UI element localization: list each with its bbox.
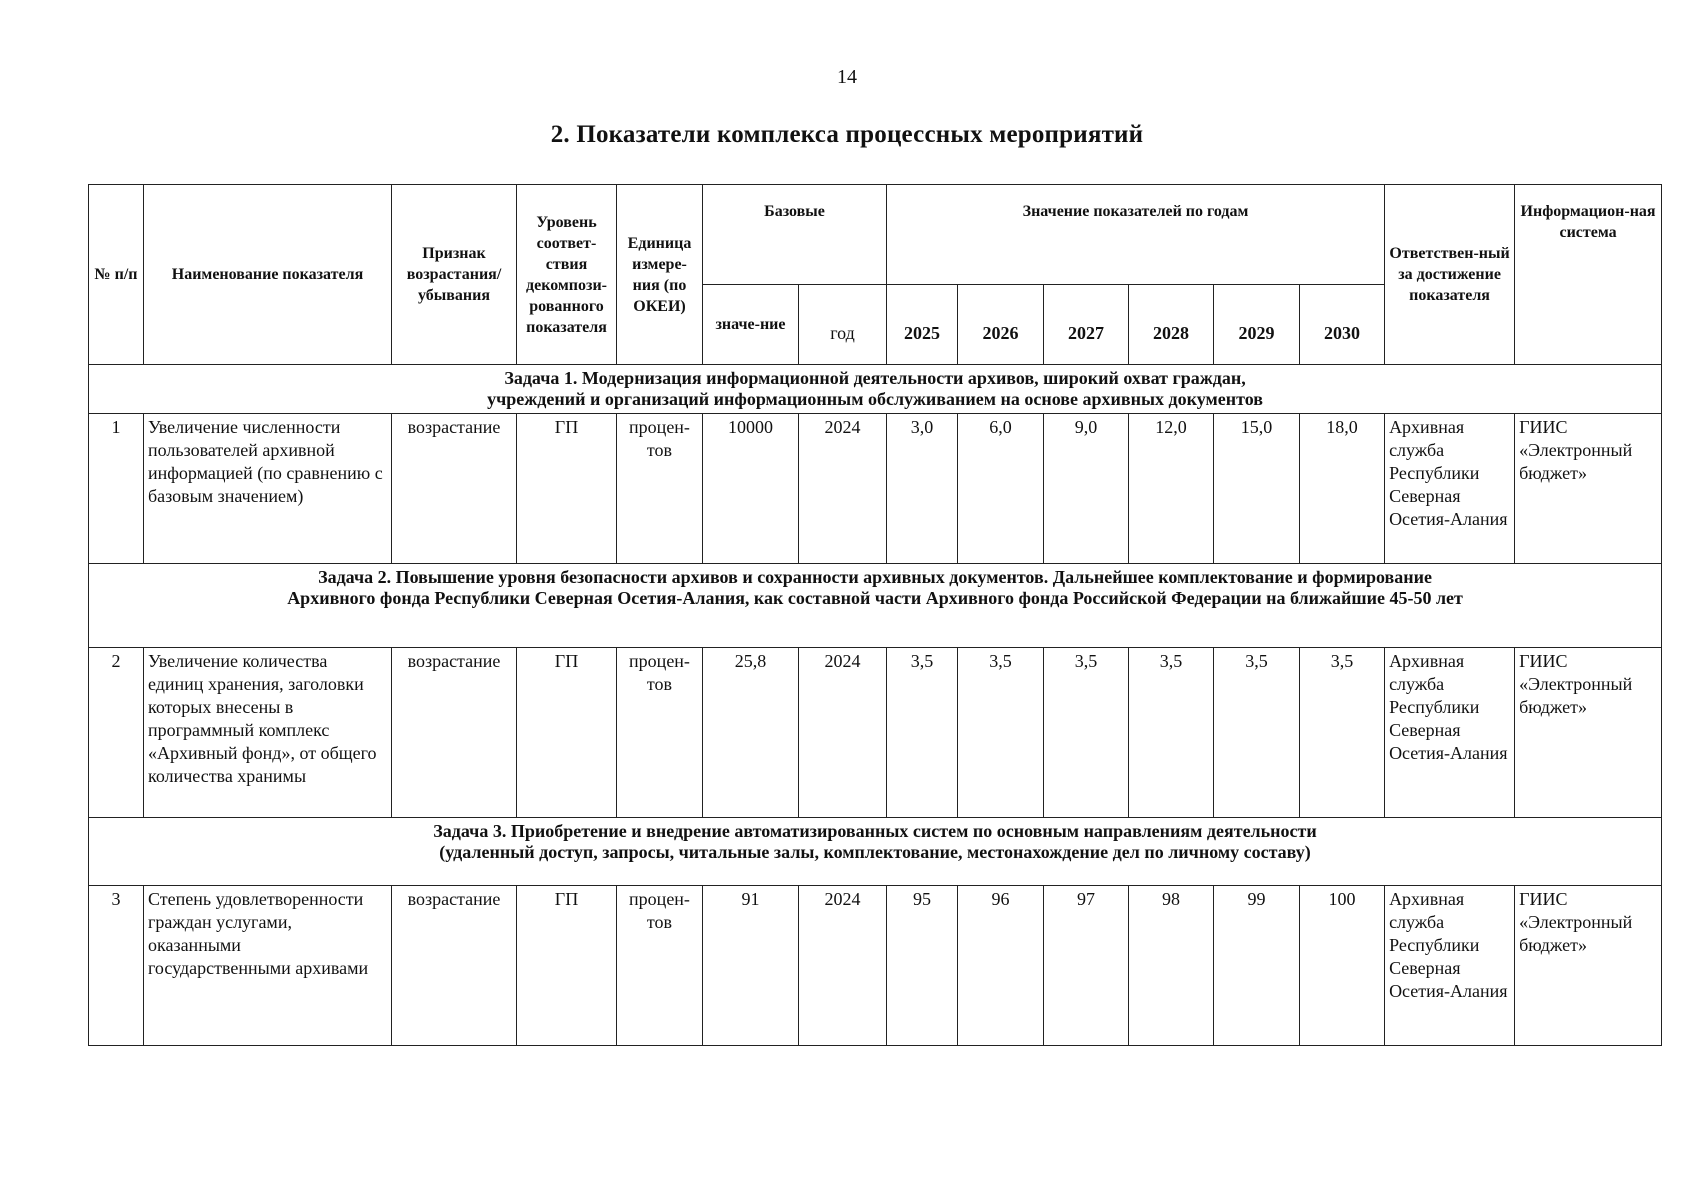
base-year: 2024	[799, 414, 887, 564]
row-num: 1	[89, 414, 144, 564]
header-responsible: Ответствен-ный за достижение показателя	[1385, 185, 1515, 365]
base-year: 2024	[799, 886, 887, 1046]
header-sign: Признак возрастания/ убывания	[392, 185, 517, 365]
year-value: 95	[887, 886, 958, 1046]
indicator-name: Степень удовлетворенности граждан услугами, оказанными государственными архивами	[144, 886, 392, 1046]
page-title: 2. Показатели комплекса процессных мероприятий	[550, 121, 1144, 148]
header-unit: Единица измере-ния (по ОКЕИ)	[617, 185, 703, 365]
header-years-group: Значение показателей по годам	[887, 185, 1385, 285]
header-year: 2026	[958, 285, 1044, 365]
level: ГП	[517, 414, 617, 564]
year-value: 3,0	[887, 414, 958, 564]
year-value: 3,5	[1214, 648, 1300, 818]
year-value: 18,0	[1300, 414, 1385, 564]
year-value: 3,5	[1300, 648, 1385, 818]
unit: процен-тов	[617, 414, 703, 564]
task-row	[89, 564, 1662, 648]
year-value: 3,5	[887, 648, 958, 818]
task-title-line: (удаленный доступ, запросы, читальные залы, комплектование, местонахождение дел по личному составу)	[439, 842, 1311, 862]
task-title-line: учреждений и организаций информационным обслуживанием на основе архивных документов	[487, 389, 1263, 409]
year-value: 100	[1300, 886, 1385, 1046]
task-title	[89, 564, 1662, 648]
info-system: ГИИС «Электронный бюджет»	[1515, 414, 1662, 564]
base-value: 91	[703, 886, 799, 1046]
header-base-value: значе-ние	[703, 285, 799, 365]
header-year: 2027	[1044, 285, 1129, 365]
base-year: 2024	[799, 648, 887, 818]
year-value: 96	[958, 886, 1044, 1046]
table-row	[89, 886, 1662, 1046]
table-row	[89, 648, 1662, 818]
indicators-table	[88, 184, 1662, 1046]
level: ГП	[517, 886, 617, 1046]
header-base: Базовые	[703, 185, 887, 285]
year-value: 6,0	[958, 414, 1044, 564]
header-system: Информацион-ная система	[1515, 185, 1662, 365]
row-num: 2	[89, 648, 144, 818]
info-system: ГИИС «Электронный бюджет»	[1515, 648, 1662, 818]
header-num: № п/п	[89, 185, 144, 365]
task-title	[89, 365, 1662, 414]
header-year: 2025	[887, 285, 958, 365]
trend-sign: возрастание	[392, 886, 517, 1046]
base-value: 25,8	[703, 648, 799, 818]
responsible: Архивная служба Республики Северная Осетия-Алания	[1385, 414, 1515, 564]
year-value: 97	[1044, 886, 1129, 1046]
header-row	[89, 185, 1662, 285]
unit: процен-тов	[617, 648, 703, 818]
year-value: 12,0	[1129, 414, 1214, 564]
task-title-line: Задача 1. Модернизация информационной деятельности архивов, широкий охват граждан,	[504, 368, 1246, 388]
responsible: Архивная служба Республики Северная Осетия-Алания	[1385, 648, 1515, 818]
indicator-name: Увеличение количества единиц хранения, заголовки которых внесены в программный комплекс «Архивный фонд», от общего количества хранимы	[144, 648, 392, 818]
header-name: Наименование показателя	[144, 185, 392, 365]
info-system: ГИИС «Электронный бюджет»	[1515, 886, 1662, 1046]
trend-sign: возрастание	[392, 648, 517, 818]
header-year: 2030	[1300, 285, 1385, 365]
year-value: 3,5	[1044, 648, 1129, 818]
task-title	[89, 818, 1662, 886]
page-number: 14	[837, 66, 857, 88]
task-title-line: Задача 3. Приобретение и внедрение автоматизированных систем по основным направлениям деятельности	[433, 821, 1317, 841]
row-num: 3	[89, 886, 144, 1046]
task-title-line: Архивного фонда Республики Северная Осетия-Алания, как составной части Архивного фонда Российской Федерации на ближайшие 45-50 лет	[287, 588, 1463, 608]
table-row	[89, 414, 1662, 564]
header-base-year: год	[799, 285, 887, 365]
year-value: 3,5	[1129, 648, 1214, 818]
header-level: Уровень соответ-ствия декомпози-рованного показателя	[517, 185, 617, 365]
responsible: Архивная служба Республики Северная Осетия-Алания	[1385, 886, 1515, 1046]
task-row	[89, 365, 1662, 414]
header-year: 2029	[1214, 285, 1300, 365]
header-year: 2028	[1129, 285, 1214, 365]
year-value: 9,0	[1044, 414, 1129, 564]
task-row	[89, 818, 1662, 886]
task-title-line: Задача 2. Повышение уровня безопасности архивов и сохранности архивных документов. Дальнейшее комплектование и формирование	[318, 567, 1432, 587]
year-value: 3,5	[958, 648, 1044, 818]
level: ГП	[517, 648, 617, 818]
indicator-name: Увеличение численности пользователей архивной информацией (по сравнению с базовым значением)	[144, 414, 392, 564]
base-value: 10000	[703, 414, 799, 564]
trend-sign: возрастание	[392, 414, 517, 564]
unit: процен-тов	[617, 886, 703, 1046]
year-value: 15,0	[1214, 414, 1300, 564]
year-value: 99	[1214, 886, 1300, 1046]
year-value: 98	[1129, 886, 1214, 1046]
